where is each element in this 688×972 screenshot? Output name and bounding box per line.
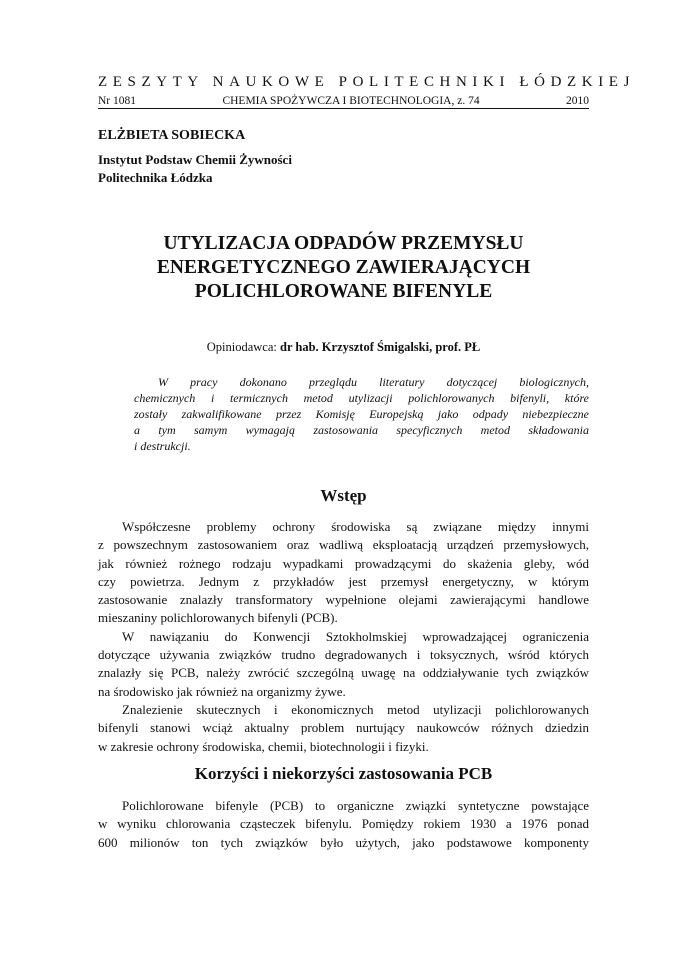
title-line: ENERGETYCZNEGO ZAWIERAJĄCYCH bbox=[156, 257, 531, 278]
reviewer-label: Opiniodawca: bbox=[206, 340, 277, 354]
reviewer-line bbox=[98, 340, 589, 355]
abstract-line: zostały zakwalifikowane przez Komisję Europejską jako odpady niebezpieczne bbox=[134, 407, 589, 421]
abstract bbox=[134, 374, 589, 454]
body-line: znalazły się PCB, należy zwrócić szczególną uwagę na oddziaływanie tych związków bbox=[98, 665, 589, 681]
body-line: z powszechnym zastosowaniem oraz wadliwą eksploatacją urządzeń przemysłowych, bbox=[98, 537, 589, 553]
abstract-line: i destrukcji. bbox=[134, 439, 191, 453]
title-line: UTYLIZACJA ODPADÓW PRZEMYSŁU bbox=[163, 233, 524, 254]
body-line: w zakresie ochrony środowiska, chemii, biotechnologii i fizyki. bbox=[98, 738, 429, 754]
body-line: 600 milionów ton tych związków było użytych, jako podstawowe komponenty bbox=[98, 834, 589, 850]
body-line: czy powietrza. Jednym z przykładów jest przemysł energetyczny, w którym bbox=[98, 573, 589, 589]
section-heading-intro: Wstęp bbox=[320, 486, 367, 505]
body-line: mieszaniny polichlorowanych bifenyli (PCB). bbox=[98, 610, 338, 626]
issue-number: Nr 1081 bbox=[98, 95, 137, 107]
body-line: w wyniku chlorowania cząsteczek bifenylu. Pomiędzy rokiem 1930 a 1976 ponad bbox=[98, 816, 589, 832]
abstract-line: chemicznych i termicznych metod utylizacji polichlorowanych bifenyli, które bbox=[134, 391, 589, 405]
journal-title: ZESZYTY NAUKOWE POLITECHNIKI ŁÓDZKIEJ bbox=[98, 74, 636, 90]
intro-body bbox=[98, 518, 589, 756]
title-line: POLICHLOROWANE BIFENYLE bbox=[194, 281, 493, 302]
abstract-line: W pracy dokonano przeglądu literatury dotyczącej biologicznych, bbox=[158, 375, 589, 389]
issue-line bbox=[98, 95, 589, 109]
pcb-body bbox=[98, 797, 589, 852]
body-line: dotyczące używania związków trudno degradowanych i toksycznych, wśród których bbox=[98, 647, 589, 663]
affiliation-institute: Instytut Podstaw Chemii Żywności bbox=[98, 152, 292, 167]
body-line: W nawiązaniu do Konwencji Sztokholmskiej wprowadzającej ograniczenia bbox=[122, 628, 589, 644]
body-line: Polichlorowane bifenyle (PCB) to organiczne związki syntetyczne powstające bbox=[122, 798, 589, 813]
body-line: Współczesne problemy ochrony środowiska są związane między innymi bbox=[122, 519, 589, 534]
paper-title bbox=[98, 232, 589, 304]
body-line: Znalezienie skutecznych i ekonomicznych metod utylizacji polichlorowanych bbox=[122, 701, 589, 717]
journal-series: CHEMIA SPOŻYWCZA I BIOTECHNOLOGIA, z. 74 bbox=[222, 95, 480, 107]
body-line: jak również rożnego rodzaju wypadkami prowadzącymi do skażenia gleby, wód bbox=[98, 555, 589, 571]
body-line: zastosowanie znalazły transformatory wypełnione olejami zawierającymi handlowe bbox=[98, 592, 589, 608]
reviewer-name: dr hab. Krzysztof Śmigalski, prof. PŁ bbox=[280, 340, 481, 354]
abstract-line: a tym samym wymagają zastosowania specyficznych metod składowania bbox=[134, 423, 589, 437]
body-line: bifenyli stanowi wciąż aktualny problem nurtujący naukowców różnych dziedzin bbox=[98, 720, 589, 736]
issue-year: 2010 bbox=[566, 95, 589, 107]
affiliation-university: Politechnika Łódzka bbox=[98, 170, 213, 185]
author-name: ELŻBIETA SOBIECKA bbox=[98, 128, 246, 143]
section-heading-pcb: Korzyści i niekorzyści zastosowania PCB bbox=[194, 764, 493, 783]
body-line: na środowisko jak również na organizmy żywe. bbox=[98, 683, 346, 699]
